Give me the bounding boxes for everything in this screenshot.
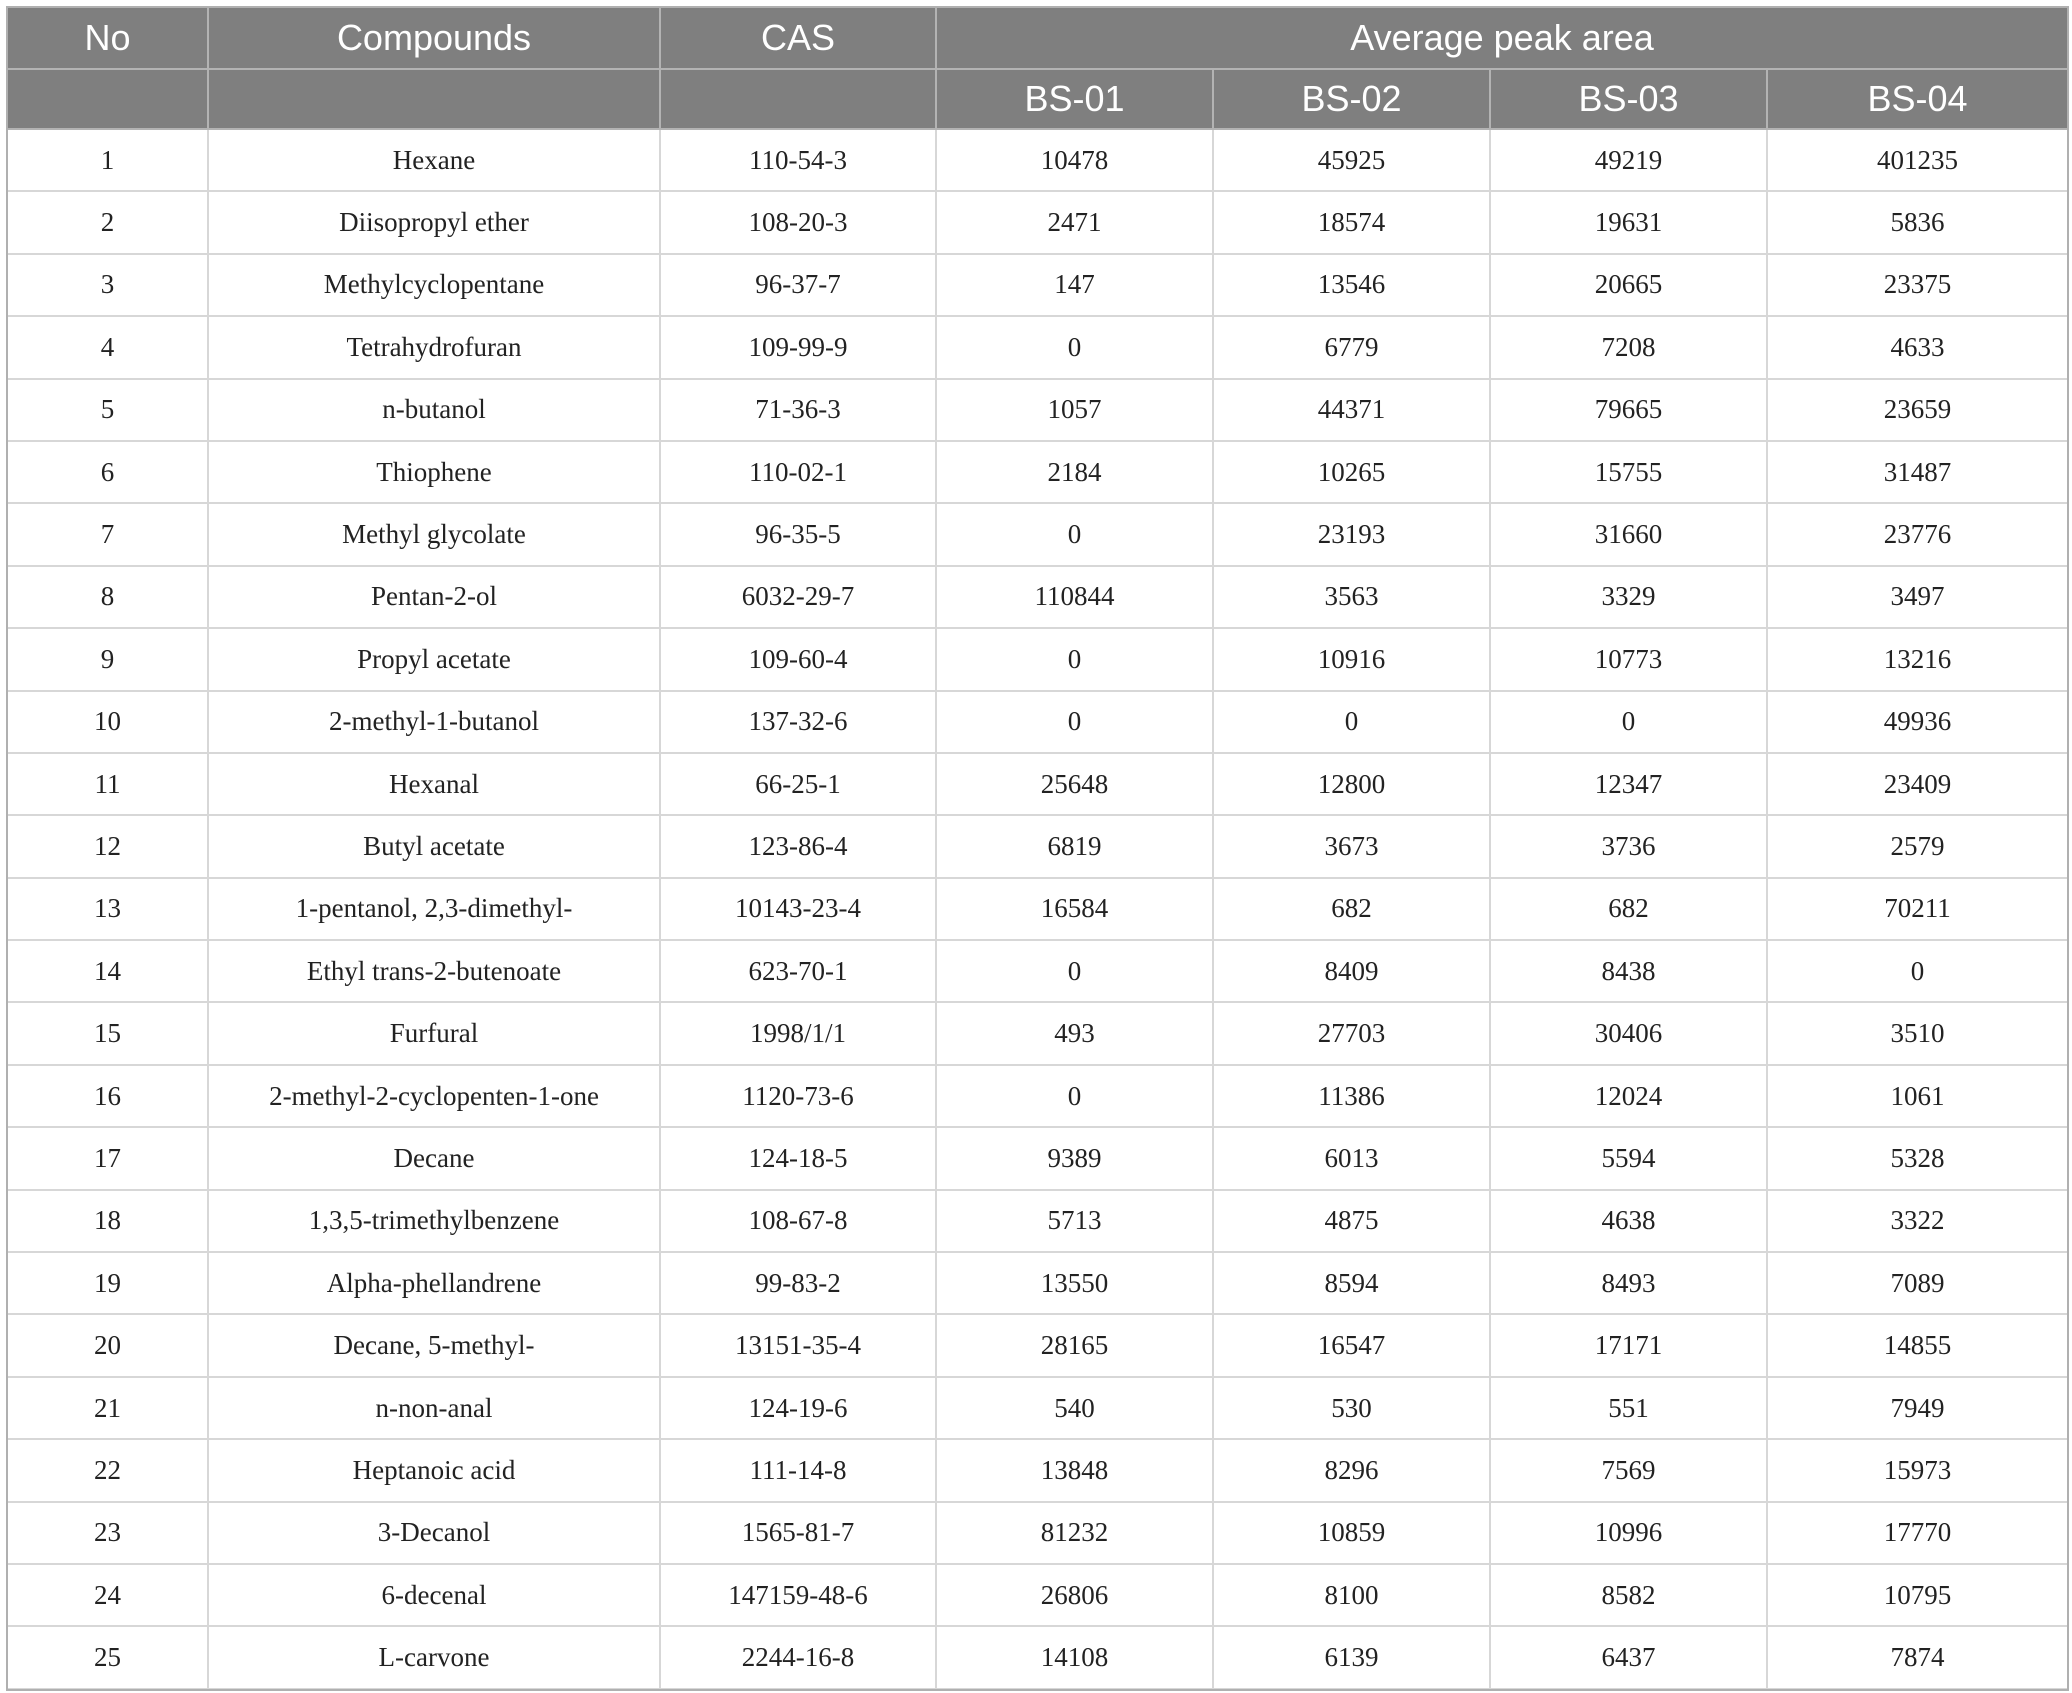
cell-cas: 96-37-7 bbox=[660, 254, 936, 316]
cell-bs-01: 147 bbox=[936, 254, 1213, 316]
cell-bs-02: 6779 bbox=[1213, 316, 1490, 378]
table-container bbox=[6, 6, 2067, 1690]
cell-bs-01: 0 bbox=[936, 691, 1213, 753]
cell-bs-01: 540 bbox=[936, 1377, 1213, 1439]
cell-no: 13 bbox=[7, 878, 208, 940]
cell-compound: Ethyl trans-2-butenoate bbox=[208, 940, 660, 1002]
cell-bs-04: 13216 bbox=[1767, 628, 2068, 690]
header-cas-blank bbox=[660, 69, 936, 129]
cell-bs-01: 16584 bbox=[936, 878, 1213, 940]
header-no: No bbox=[7, 7, 208, 69]
table-header bbox=[7, 7, 2068, 129]
table-row bbox=[7, 1314, 2068, 1376]
cell-cas: 99-83-2 bbox=[660, 1252, 936, 1314]
cell-compound: Methyl glycolate bbox=[208, 503, 660, 565]
cell-cas: 10143-23-4 bbox=[660, 878, 936, 940]
cell-bs-03: 12024 bbox=[1490, 1065, 1767, 1127]
cell-bs-04: 17770 bbox=[1767, 1502, 2068, 1564]
cell-compound: Pentan-2-ol bbox=[208, 566, 660, 628]
cell-cas: 108-20-3 bbox=[660, 191, 936, 253]
cell-bs-03: 17171 bbox=[1490, 1314, 1767, 1376]
cell-cas: 109-60-4 bbox=[660, 628, 936, 690]
cell-bs-03: 8582 bbox=[1490, 1564, 1767, 1626]
cell-bs-01: 110844 bbox=[936, 566, 1213, 628]
cell-cas: 109-99-9 bbox=[660, 316, 936, 378]
cell-bs-04: 5328 bbox=[1767, 1127, 2068, 1189]
cell-cas: 111-14-8 bbox=[660, 1439, 936, 1501]
cell-bs-03: 31660 bbox=[1490, 503, 1767, 565]
cell-bs-03: 551 bbox=[1490, 1377, 1767, 1439]
cell-bs-03: 30406 bbox=[1490, 1002, 1767, 1064]
cell-cas: 110-02-1 bbox=[660, 441, 936, 503]
header-row-1 bbox=[7, 7, 2068, 69]
cell-bs-01: 6819 bbox=[936, 815, 1213, 877]
cell-compound: Methylcyclopentane bbox=[208, 254, 660, 316]
table-row bbox=[7, 878, 2068, 940]
cell-no: 6 bbox=[7, 441, 208, 503]
header-no-blank bbox=[7, 69, 208, 129]
table-row bbox=[7, 1439, 2068, 1501]
cell-no: 23 bbox=[7, 1502, 208, 1564]
cell-bs-01: 0 bbox=[936, 940, 1213, 1002]
cell-compound: Furfural bbox=[208, 1002, 660, 1064]
cell-bs-02: 8100 bbox=[1213, 1564, 1490, 1626]
cell-no: 11 bbox=[7, 753, 208, 815]
cell-compound: L-carvone bbox=[208, 1626, 660, 1688]
cell-bs-04: 4633 bbox=[1767, 316, 2068, 378]
table-row bbox=[7, 1002, 2068, 1064]
cell-bs-04: 14855 bbox=[1767, 1314, 2068, 1376]
cell-no: 1 bbox=[7, 129, 208, 191]
table-row bbox=[7, 316, 2068, 378]
cell-compound: n-butanol bbox=[208, 379, 660, 441]
cell-bs-02: 10916 bbox=[1213, 628, 1490, 690]
table-row bbox=[7, 628, 2068, 690]
cell-bs-04: 70211 bbox=[1767, 878, 2068, 940]
cell-bs-03: 3736 bbox=[1490, 815, 1767, 877]
cell-bs-04: 5836 bbox=[1767, 191, 2068, 253]
cell-bs-03: 79665 bbox=[1490, 379, 1767, 441]
cell-compound: Diisopropyl ether bbox=[208, 191, 660, 253]
cell-bs-02: 3673 bbox=[1213, 815, 1490, 877]
table-row bbox=[7, 1564, 2068, 1626]
cell-cas: 137-32-6 bbox=[660, 691, 936, 753]
header-cas: CAS bbox=[660, 7, 936, 69]
table-row bbox=[7, 129, 2068, 191]
cell-bs-03: 682 bbox=[1490, 878, 1767, 940]
cell-no: 4 bbox=[7, 316, 208, 378]
table-row bbox=[7, 940, 2068, 1002]
cell-bs-03: 10996 bbox=[1490, 1502, 1767, 1564]
cell-bs-03: 8493 bbox=[1490, 1252, 1767, 1314]
cell-bs-02: 27703 bbox=[1213, 1002, 1490, 1064]
header-row-2 bbox=[7, 69, 2068, 129]
cell-bs-02: 0 bbox=[1213, 691, 1490, 753]
cell-bs-01: 13550 bbox=[936, 1252, 1213, 1314]
cell-bs-04: 23409 bbox=[1767, 753, 2068, 815]
cell-cas: 2244-16-8 bbox=[660, 1626, 936, 1688]
cell-bs-02: 23193 bbox=[1213, 503, 1490, 565]
table-row bbox=[7, 1127, 2068, 1189]
table-row bbox=[7, 691, 2068, 753]
table-row bbox=[7, 503, 2068, 565]
cell-compound: 3-Decanol bbox=[208, 1502, 660, 1564]
cell-bs-01: 2184 bbox=[936, 441, 1213, 503]
cell-no: 9 bbox=[7, 628, 208, 690]
cell-bs-02: 11386 bbox=[1213, 1065, 1490, 1127]
cell-bs-02: 6139 bbox=[1213, 1626, 1490, 1688]
table-row bbox=[7, 441, 2068, 503]
cell-no: 3 bbox=[7, 254, 208, 316]
cell-cas: 108-67-8 bbox=[660, 1190, 936, 1252]
cell-bs-04: 2579 bbox=[1767, 815, 2068, 877]
cell-bs-04: 23659 bbox=[1767, 379, 2068, 441]
cell-bs-04: 1061 bbox=[1767, 1065, 2068, 1127]
cell-bs-04: 3497 bbox=[1767, 566, 2068, 628]
table-row bbox=[7, 753, 2068, 815]
cell-bs-01: 5713 bbox=[936, 1190, 1213, 1252]
table-row bbox=[7, 254, 2068, 316]
table-row bbox=[7, 1502, 2068, 1564]
cell-bs-04: 7089 bbox=[1767, 1252, 2068, 1314]
cell-bs-01: 25648 bbox=[936, 753, 1213, 815]
cell-compound: Butyl acetate bbox=[208, 815, 660, 877]
table-row bbox=[7, 1190, 2068, 1252]
cell-compound: 2-methyl-2-cyclopenten-1-one bbox=[208, 1065, 660, 1127]
cell-bs-04: 31487 bbox=[1767, 441, 2068, 503]
cell-bs-02: 682 bbox=[1213, 878, 1490, 940]
header-bs-02: BS-02 bbox=[1213, 69, 1490, 129]
header-compounds: Compounds bbox=[208, 7, 660, 69]
header-average-peak-area: Average peak area bbox=[936, 7, 2068, 69]
cell-bs-03: 15755 bbox=[1490, 441, 1767, 503]
cell-bs-02: 10265 bbox=[1213, 441, 1490, 503]
cell-bs-04: 7874 bbox=[1767, 1626, 2068, 1688]
cell-bs-02: 16547 bbox=[1213, 1314, 1490, 1376]
cell-bs-01: 493 bbox=[936, 1002, 1213, 1064]
cell-bs-04: 7949 bbox=[1767, 1377, 2068, 1439]
cell-compound: 1-pentanol, 2,3-dimethyl- bbox=[208, 878, 660, 940]
cell-bs-04: 401235 bbox=[1767, 129, 2068, 191]
table-row bbox=[7, 191, 2068, 253]
cell-cas: 96-35-5 bbox=[660, 503, 936, 565]
cell-no: 18 bbox=[7, 1190, 208, 1252]
cell-bs-04: 49936 bbox=[1767, 691, 2068, 753]
cell-bs-03: 7569 bbox=[1490, 1439, 1767, 1501]
cell-cas: 110-54-3 bbox=[660, 129, 936, 191]
cell-no: 21 bbox=[7, 1377, 208, 1439]
cell-bs-01: 1057 bbox=[936, 379, 1213, 441]
cell-bs-02: 44371 bbox=[1213, 379, 1490, 441]
cell-cas: 6032-29-7 bbox=[660, 566, 936, 628]
cell-compound: Decane bbox=[208, 1127, 660, 1189]
cell-no: 22 bbox=[7, 1439, 208, 1501]
cell-no: 14 bbox=[7, 940, 208, 1002]
cell-no: 16 bbox=[7, 1065, 208, 1127]
cell-bs-01: 10478 bbox=[936, 129, 1213, 191]
cell-bs-01: 0 bbox=[936, 503, 1213, 565]
cell-bs-03: 10773 bbox=[1490, 628, 1767, 690]
cell-cas: 1565-81-7 bbox=[660, 1502, 936, 1564]
cell-no: 8 bbox=[7, 566, 208, 628]
cell-bs-03: 0 bbox=[1490, 691, 1767, 753]
cell-bs-01: 0 bbox=[936, 628, 1213, 690]
cell-bs-03: 7208 bbox=[1490, 316, 1767, 378]
cell-bs-02: 8409 bbox=[1213, 940, 1490, 1002]
cell-bs-02: 8594 bbox=[1213, 1252, 1490, 1314]
cell-no: 7 bbox=[7, 503, 208, 565]
cell-cas: 1998/1/1 bbox=[660, 1002, 936, 1064]
cell-bs-02: 4875 bbox=[1213, 1190, 1490, 1252]
cell-no: 15 bbox=[7, 1002, 208, 1064]
cell-cas: 13151-35-4 bbox=[660, 1314, 936, 1376]
cell-bs-02: 8296 bbox=[1213, 1439, 1490, 1501]
cell-bs-02: 3563 bbox=[1213, 566, 1490, 628]
cell-cas: 124-18-5 bbox=[660, 1127, 936, 1189]
cell-compound: Hexanal bbox=[208, 753, 660, 815]
cell-cas: 147159-48-6 bbox=[660, 1564, 936, 1626]
cell-bs-03: 3329 bbox=[1490, 566, 1767, 628]
cell-cas: 623-70-1 bbox=[660, 940, 936, 1002]
header-bs-01: BS-01 bbox=[936, 69, 1213, 129]
cell-bs-01: 2471 bbox=[936, 191, 1213, 253]
cell-no: 20 bbox=[7, 1314, 208, 1376]
cell-compound: Decane, 5-methyl- bbox=[208, 1314, 660, 1376]
header-compounds-blank bbox=[208, 69, 660, 129]
cell-bs-04: 3322 bbox=[1767, 1190, 2068, 1252]
cell-compound: 6-decenal bbox=[208, 1564, 660, 1626]
cell-compound: Thiophene bbox=[208, 441, 660, 503]
table-row bbox=[7, 379, 2068, 441]
cell-bs-04: 23375 bbox=[1767, 254, 2068, 316]
cell-bs-04: 10795 bbox=[1767, 1564, 2068, 1626]
cell-cas: 71-36-3 bbox=[660, 379, 936, 441]
cell-compound: Hexane bbox=[208, 129, 660, 191]
cell-bs-04: 0 bbox=[1767, 940, 2068, 1002]
cell-no: 17 bbox=[7, 1127, 208, 1189]
cell-bs-04: 3510 bbox=[1767, 1002, 2068, 1064]
cell-bs-01: 28165 bbox=[936, 1314, 1213, 1376]
table-row bbox=[7, 815, 2068, 877]
cell-bs-03: 19631 bbox=[1490, 191, 1767, 253]
cell-compound: n-non-anal bbox=[208, 1377, 660, 1439]
table-row bbox=[7, 1065, 2068, 1127]
cell-bs-04: 15973 bbox=[1767, 1439, 2068, 1501]
cell-bs-01: 14108 bbox=[936, 1626, 1213, 1688]
cell-no: 25 bbox=[7, 1626, 208, 1688]
cell-no: 24 bbox=[7, 1564, 208, 1626]
cell-no: 10 bbox=[7, 691, 208, 753]
cell-bs-01: 0 bbox=[936, 1065, 1213, 1127]
cell-bs-02: 13546 bbox=[1213, 254, 1490, 316]
cell-bs-03: 20665 bbox=[1490, 254, 1767, 316]
cell-bs-03: 6437 bbox=[1490, 1626, 1767, 1688]
cell-cas: 124-19-6 bbox=[660, 1377, 936, 1439]
cell-bs-01: 81232 bbox=[936, 1502, 1213, 1564]
cell-bs-02: 10859 bbox=[1213, 1502, 1490, 1564]
table-row bbox=[7, 1252, 2068, 1314]
header-bs-03: BS-03 bbox=[1490, 69, 1767, 129]
cell-bs-02: 45925 bbox=[1213, 129, 1490, 191]
cell-bs-01: 13848 bbox=[936, 1439, 1213, 1501]
cell-no: 12 bbox=[7, 815, 208, 877]
cell-cas: 1120-73-6 bbox=[660, 1065, 936, 1127]
cell-bs-02: 12800 bbox=[1213, 753, 1490, 815]
cell-bs-03: 8438 bbox=[1490, 940, 1767, 1002]
cell-compound: Alpha-phellandrene bbox=[208, 1252, 660, 1314]
cell-bs-01: 26806 bbox=[936, 1564, 1213, 1626]
table-row bbox=[7, 566, 2068, 628]
cell-compound: Tetrahydrofuran bbox=[208, 316, 660, 378]
cell-bs-02: 18574 bbox=[1213, 191, 1490, 253]
compounds-table bbox=[6, 6, 2069, 1690]
cell-cas: 66-25-1 bbox=[660, 753, 936, 815]
header-bs-04: BS-04 bbox=[1767, 69, 2068, 129]
cell-bs-02: 530 bbox=[1213, 1377, 1490, 1439]
cell-bs-01: 0 bbox=[936, 316, 1213, 378]
table-row bbox=[7, 1626, 2068, 1688]
cell-no: 5 bbox=[7, 379, 208, 441]
cell-compound: Heptanoic acid bbox=[208, 1439, 660, 1501]
cell-cas: 123-86-4 bbox=[660, 815, 936, 877]
cell-bs-03: 4638 bbox=[1490, 1190, 1767, 1252]
cell-bs-03: 49219 bbox=[1490, 129, 1767, 191]
cell-compound: 1,3,5-trimethylbenzene bbox=[208, 1190, 660, 1252]
cell-bs-02: 6013 bbox=[1213, 1127, 1490, 1189]
cell-bs-01: 9389 bbox=[936, 1127, 1213, 1189]
cell-no: 19 bbox=[7, 1252, 208, 1314]
cell-bs-04: 23776 bbox=[1767, 503, 2068, 565]
cell-no: 2 bbox=[7, 191, 208, 253]
table-row bbox=[7, 1377, 2068, 1439]
cell-bs-03: 5594 bbox=[1490, 1127, 1767, 1189]
cell-bs-03: 12347 bbox=[1490, 753, 1767, 815]
table-body bbox=[7, 129, 2068, 1689]
cell-compound: Propyl acetate bbox=[208, 628, 660, 690]
cell-compound: 2-methyl-1-butanol bbox=[208, 691, 660, 753]
